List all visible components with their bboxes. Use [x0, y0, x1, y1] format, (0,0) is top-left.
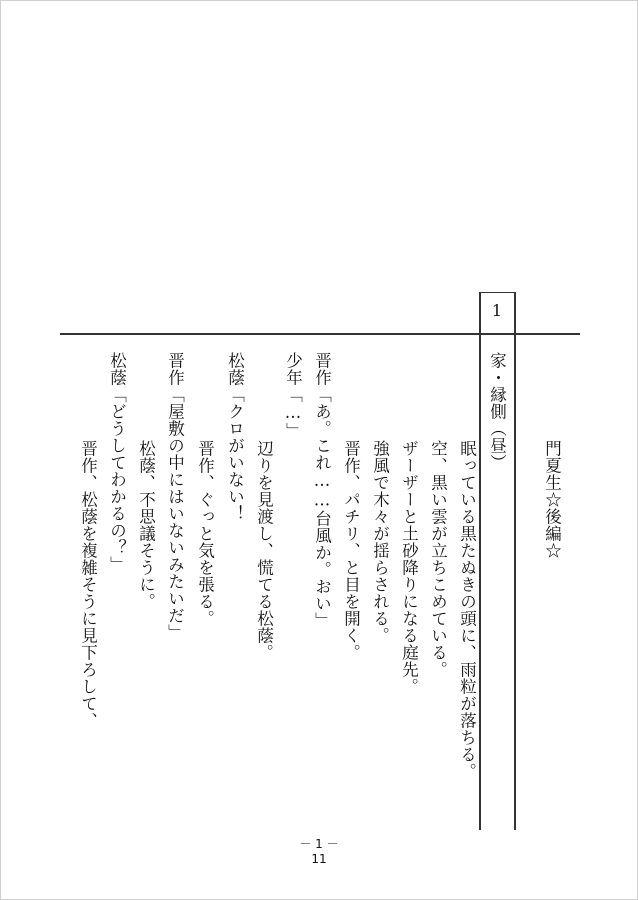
script-line-4: 強風で木々が揺らされる。 — [370, 440, 390, 644]
script-line-14: 晋作、松蔭を複雑そうに見下ろして、 — [78, 440, 98, 729]
scene-number: 1 — [491, 301, 503, 320]
script-line-5: 晋作、パチリ、と目を開く。 — [341, 440, 361, 661]
script-line-1: 眠っている黒たぬきの頭に、雨粒が落ちる。 — [457, 440, 477, 780]
script-line-8: 辺りを見渡し、慌てる松蔭。 — [254, 440, 274, 661]
document-title: 門夏生☆後編☆ — [542, 440, 562, 559]
scene-column-left-rule — [479, 292, 481, 830]
page-number-total: 11 — [311, 852, 327, 866]
script-line-10: 晋作、ぐっと気を張る。 — [195, 440, 215, 627]
script-line-9: 松蔭「クロがいない！ — [225, 352, 245, 522]
script-line-13: 松蔭「どうしてわかるの？」 — [107, 352, 127, 573]
scene-heading: 家・縁側（昼） — [487, 352, 507, 471]
script-line-11: 晋作「屋敷の中にはいないみたいだ」 — [165, 352, 185, 641]
script-line-3: ザーザーと土砂降りになる庭先。 — [399, 440, 419, 695]
page-number-local: － 1 － — [299, 837, 339, 851]
scene-column-right-rule — [514, 292, 516, 830]
script-line-12: 松蔭、不思議そうに。 — [136, 440, 156, 610]
script-line-7: 少年「…」 — [283, 352, 303, 440]
script-line-6: 晋作「あ。これ……台風か。おい」 — [312, 352, 332, 629]
script-line-2: 空、黒い雲が立ちこめている。 — [428, 440, 448, 678]
header-rule — [60, 333, 580, 335]
